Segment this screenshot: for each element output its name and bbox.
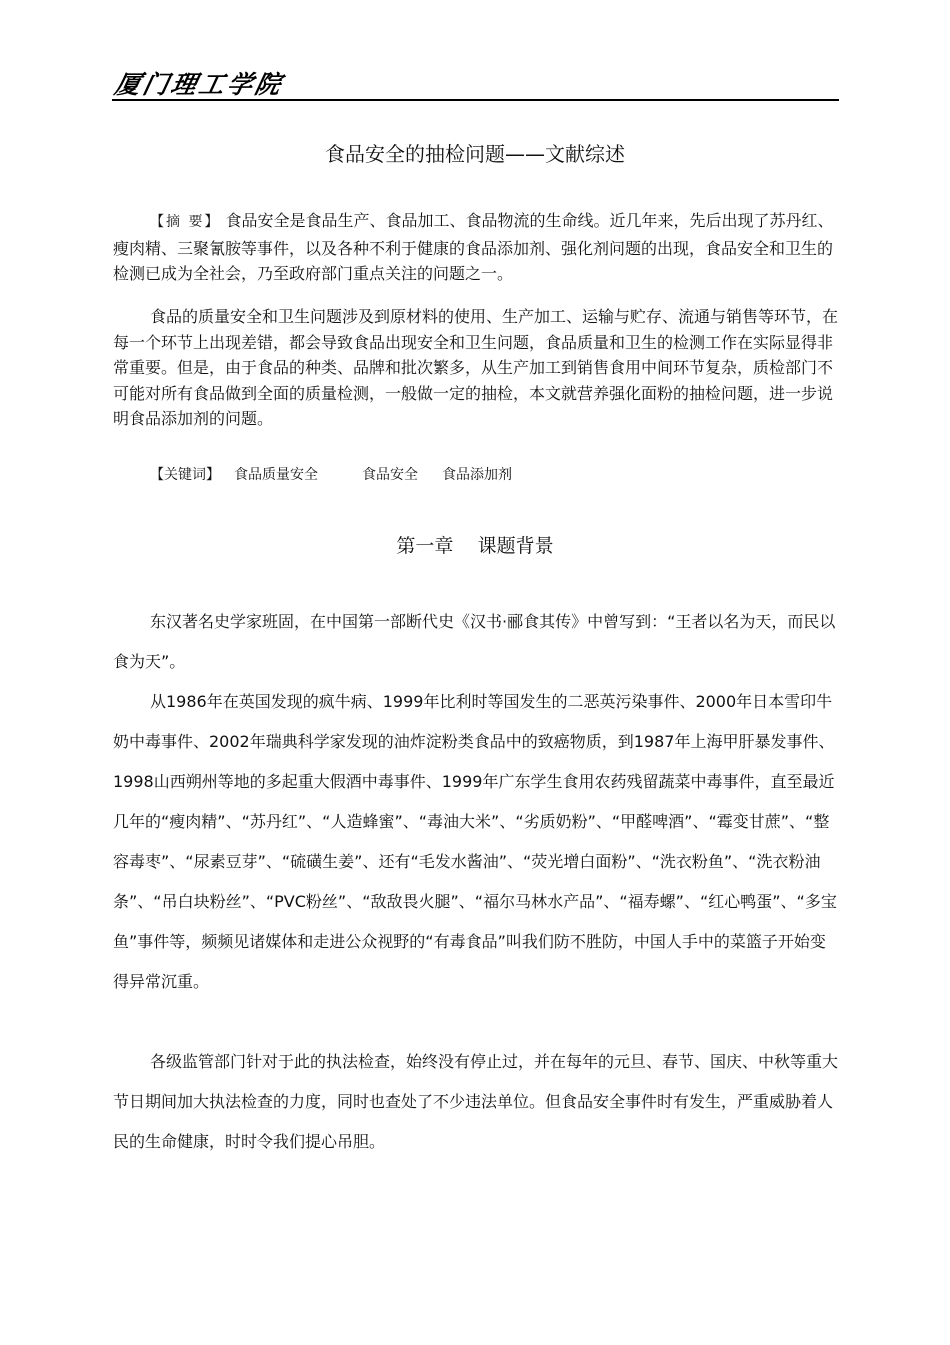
abstract-paragraph-1 [113,208,840,287]
keyword-item: 食品质量安全 [234,467,318,483]
body-paragraph-1: 东汉著名史学家班固，在中国第一部断代史《汉书·郦食其传》中曾写到：“王者以名为天，而民以食为天”。 [113,612,836,671]
body-paragraph-2: 从1986年在英国发现的疯牛病、1999年比利时等国发生的二恶英污染事件、2000年日本雪印牛奶中毒事件、2002年瑞典科学家发现的油炸淀粉类食品中的致癌物质，到1987年上海甲肝暴发事件、1998山西朔州等地的多起重大假酒中毒事件、1999年广东学生食用农药残留蔬菜中毒事件，直至最近几年的“瘦肉精”、“苏丹红”、“人造蜂蜜”、“毒油大米”、“劣质奶粉”、“甲醛啤酒”、“霉变甘蔗”、“整容毒枣”、“尿素豆芽”、“硫磺生姜”、还有“毛发水酱油”、“荧光增白面粉”、“洗衣粉鱼”、“洗衣粉油条”、“吊白块粉丝”、“PVC粉丝”、“敌敌畏火腿”、“福尔马林水产品”、“福寿螺”、“红心鸭蛋”、“多宝鱼”事件等，频频见诸媒体和走进公众视野的“有毒食品”叫我们防不胜防，中国人手中的菜篮子开始变得异常沉重。 [113,692,837,991]
school-logo: 厦门理工学院 [112,70,287,99]
abstract-paragraph-2: 食品的质量安全和卫生问题涉及到原材料的使用、生产加工、运输与贮存、流通与销售等环节，在每一个环节上出现差错，都会导致食品出现安全和卫生问题，食品质量和卫生的检测工作在实际显得非常重要。但是，由于食品的种类、品牌和批次繁多，从生产加工到销售食用中间环节复杂，质检部门不可能对所有食品做到全面的质量检测，一般做一定的抽检，本文就营养强化面粉的抽检问题，进一步说明食品添加剂的问题。 [113,307,839,428]
abstract-label: 【摘 要】 [150,214,221,230]
header-rule [112,99,839,101]
keyword-item: 食品添加剂 [442,467,512,483]
keyword-item: 食品安全 [362,467,418,483]
body-paragraph-3: 各级监管部门针对于此的执法检查，始终没有停止过，并在每年的元旦、春节、国庆、中秋等重大节日期间加大执法检查的力度，同时也查处了不少违法单位。但食品安全事件时有发生，严重威胁着人民的生命健康，时时令我们提心吊胆。 [113,1052,839,1151]
chapter-heading: 第一章 课题背景 [396,535,554,557]
keywords-label: 【关键词】 [150,467,220,483]
document-title: 食品安全的抽检问题——文献综述 [325,142,625,166]
keywords-line [150,465,512,485]
abstract-text-1: 食品安全是食品生产、食品加工、食品物流的生命线。近几年来，先后出现了苏丹红、瘦肉精、三聚氰胺等事件，以及各种不利于健康的食品添加剂、强化剂问题的出现，食品安全和卫生的检测已成为全社会，乃至政府部门重点关注的问题之一。 [113,211,834,283]
